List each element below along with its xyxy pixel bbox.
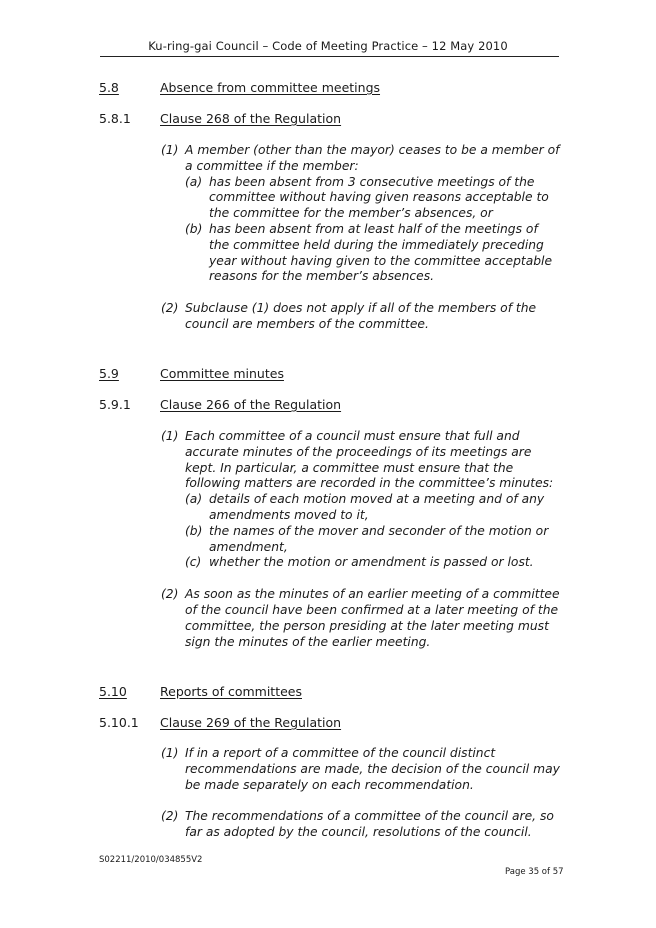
sub-item-label: (b) xyxy=(185,221,203,236)
clause-title: Clause 266 of the Regulation xyxy=(160,397,342,412)
running-header: Ku-ring-gai Council – Code of Meeting Practice – 12 May 2010 xyxy=(148,39,508,53)
list-item xyxy=(161,143,561,175)
item-text: Each committee of a council must ensure that full and accurate minutes of the proceedings of its meetings are kept. In particular, a committee must ensure that the following matters are recorded in the committee’s minutes: xyxy=(185,429,554,491)
clause-number: 5.8.1 xyxy=(99,111,131,126)
sub-item-text: has been absent from at least half of the meetings of the committee held during the immediately preceding year without having given to the committee acceptable reasons for the member’s absences. xyxy=(209,221,553,284)
sub-item-label: (c) xyxy=(185,555,202,570)
item-label: (2) xyxy=(161,301,179,316)
sub-list-item xyxy=(161,222,561,285)
sub-item-text: whether the motion or amendment is passed or lost. xyxy=(209,555,534,570)
section-title: Absence from committee meetings xyxy=(160,80,381,95)
section-number: 5.9 xyxy=(99,366,119,381)
sub-item-label: (a) xyxy=(185,492,203,507)
sub-item-label: (b) xyxy=(185,523,203,538)
item-label: (1) xyxy=(161,429,179,443)
item-label: (2) xyxy=(161,587,179,602)
item-label: (2) xyxy=(161,809,179,824)
clause-body xyxy=(161,746,561,841)
header-divider xyxy=(100,56,559,57)
clause-number: 5.9.1 xyxy=(99,397,131,412)
sub-item-text: has been absent from 3 consecutive meetings of the committee without having given reasons acceptable to the committee for the member’s absences, or xyxy=(209,174,549,221)
sub-list-item xyxy=(161,555,561,571)
sub-item-text: details of each motion moved at a meeting and of any amendments moved to it, xyxy=(209,492,545,522)
item-label: (1) xyxy=(161,746,179,760)
sub-item-label: (a) xyxy=(185,174,203,189)
section-number: 5.10 xyxy=(99,684,127,699)
clause-body xyxy=(161,429,561,650)
item-text: As soon as the minutes of an earlier meeting of a committee of the council have been confirmed at a later meeting of the committee, the person presiding at the later meeting must sign the minutes of the earlier meeting. xyxy=(185,587,560,649)
list-item xyxy=(161,301,561,333)
sub-list-item xyxy=(161,175,561,222)
sub-item-text: the names of the mover and seconder of the motion or amendment, xyxy=(209,523,549,554)
clause-number: 5.10.1 xyxy=(99,715,139,730)
item-label: (1) xyxy=(161,143,179,157)
page-number: Page 35 of 57 xyxy=(505,867,564,877)
document-reference: S02211/2010/034855V2 xyxy=(99,855,203,865)
sub-list-item xyxy=(161,524,561,556)
clause-body xyxy=(161,143,561,333)
list-item xyxy=(161,429,561,492)
item-text: If in a report of a committee of the council distinct recommendations are made, the decision of the council may be made separately on each recommendation. xyxy=(185,746,560,792)
item-text: A member (other than the mayor) ceases to be a member of a committee if the member: xyxy=(185,143,560,173)
list-item xyxy=(161,587,561,650)
item-text: The recommendations of a committee of the council are, so far as adopted by the council, resolutions of the council. xyxy=(185,809,554,840)
item-text: Subclause (1) does not apply if all of the members of the council are members of the committee. xyxy=(185,301,537,331)
sub-list-item xyxy=(161,492,561,524)
list-item xyxy=(161,746,561,793)
clause-title: Clause 268 of the Regulation xyxy=(160,111,342,126)
section-number: 5.8 xyxy=(99,80,119,95)
list-item xyxy=(161,809,561,841)
section-title: Reports of committees xyxy=(160,684,302,699)
section-title: Committee minutes xyxy=(160,366,284,381)
clause-title: Clause 269 of the Regulation xyxy=(160,715,342,730)
